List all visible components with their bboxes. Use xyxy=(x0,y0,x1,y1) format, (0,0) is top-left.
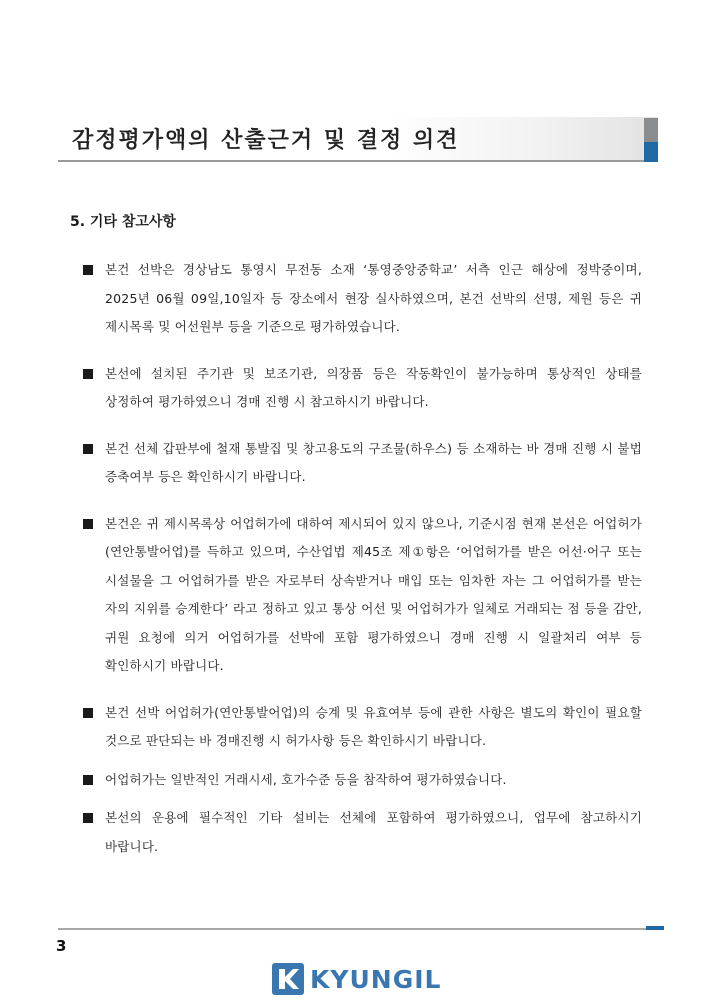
square-bullet-icon xyxy=(83,444,93,454)
reference-list xyxy=(83,256,643,861)
list-item-text: 본건 선박은 경상남도 통영시 무전동 소재 ‘통영중앙중학교’ 서측 인근 해상에 정박중이며, 2025년 06월 09일,10일자 등 장소에서 현장 실사하였으며, 본건 선박의 선명, 제원 등은 귀 제시목록 및 어선원부 등을 기준으로 평가하였습니다. xyxy=(105,262,642,334)
page-number: 3 xyxy=(56,937,67,955)
page-title: 감정평가액의 산출근거 및 결정 의견 xyxy=(72,128,460,153)
logo-wordmark: KYUNGIL xyxy=(310,964,442,994)
square-bullet-icon xyxy=(83,708,93,718)
list-item-text: 본선의 운용에 필수적인 기타 설비는 선체에 포함하여 평가하였으니, 업무에 참고하시기 바랍니다. xyxy=(105,810,642,854)
list-item xyxy=(83,766,643,795)
header-accent-gray xyxy=(644,118,658,142)
square-bullet-icon xyxy=(83,369,93,379)
section-heading: 5. 기타 참고사항 xyxy=(70,214,176,230)
header-accent-blue xyxy=(644,142,658,162)
company-logo xyxy=(272,962,441,996)
list-item xyxy=(83,360,643,417)
footer-accent xyxy=(646,926,664,930)
list-item-text: 본선에 설치된 주기관 및 보조기관, 의장품 등은 작동확인이 불가능하며 통상적인 상태를 상정하여 평가하였으니 경매 진행 시 참고하시기 바랍니다. xyxy=(105,365,642,409)
square-bullet-icon xyxy=(83,813,93,823)
list-item-text: 본건 선박 어업허가(연안통발어업)의 승계 및 유효여부 등에 관한 사항은 별도의 확인이 필요할 것으로 판단되는 바 경매진행 시 허가사항 등은 확인하시기 바랍니다. xyxy=(105,704,642,748)
list-item xyxy=(83,256,643,342)
square-bullet-icon xyxy=(83,775,93,785)
list-item xyxy=(83,510,643,681)
list-item-text: 본건은 귀 제시목록상 어업허가에 대하여 제시되어 있지 않으나, 기준시점 현재 본선은 어업허가(연안통발어업)를 득하고 있으며, 수산업법 제45조 제①항은 ‘어업허가를 받은 어선·어구 또는 시설물을 그 어업허가를 받은 자로부터 상속받거나 매입 또는 임차한 자는 그 어업허가를 받는 자의 지위를 승계한다’ 라고 정하고 있고 통상 어선 및 어업허가가 일체로 거래되는 점 등을 감안, 귀원 요청에 의거 어업허가를 선박에 포함 평가하였으니 경매 진행 시 일괄처리 여부 등 확인하시기 바랍니다. xyxy=(105,515,642,673)
list-item-text: 어업허가는 일반적인 거래시세, 호가수준 등을 참작하여 평가하였습니다. xyxy=(105,771,507,787)
header-divider xyxy=(58,160,644,162)
list-item xyxy=(83,435,643,492)
list-item-text: 본건 선체 갑판부에 철재 통발집 및 창고용도의 구조물(하우스) 등 소재하는 바 경매 진행 시 불법 증축여부 등은 확인하시기 바랍니다. xyxy=(105,440,642,484)
list-item xyxy=(83,699,643,756)
square-bullet-icon xyxy=(83,519,93,529)
footer-divider xyxy=(58,928,646,930)
square-bullet-icon xyxy=(83,265,93,275)
kyungil-logo-icon xyxy=(272,963,304,995)
list-item xyxy=(83,804,643,861)
